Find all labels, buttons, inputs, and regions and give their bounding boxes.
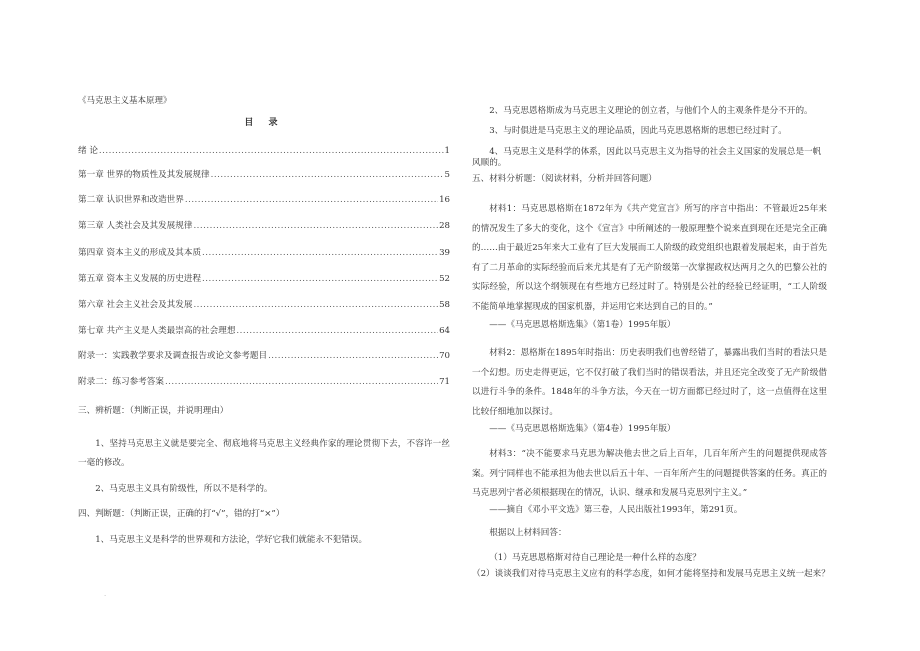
toc-entry [78,351,450,362]
toc-leader-dots [99,146,444,157]
toc-entry-page: 58 [439,300,450,310]
book-title: 《马克思主义基本原理》 [78,96,172,106]
toc-entry-page: 5 [444,170,450,180]
toc-entry [78,326,450,337]
question-item: 3、与时俱进是马克思主义的理论品质，因此马克思恩格斯的思想已经过时了。 [489,126,787,136]
toc-entry [78,221,450,232]
material-1-source: ——《马克思恩格斯选集》（第1卷）1995年版） [489,320,676,330]
toc-entry-page: 39 [439,248,450,258]
toc-leader-dots [193,300,438,311]
scan-speck: · [104,592,107,600]
section-3-heading: 三、辨析题：（判断正误，并说明理由） [78,406,229,416]
toc-entry-label: 第二章 认识世界和改造世界 [78,195,184,205]
question-item: 2、马克思恩格斯成为马克思主义理论的创立者，与他们个人的主观条件是分不开的。 [489,106,813,116]
toc-entry-label: 第六章 社会主义社会及其发展 [78,300,193,310]
question-item: （1）马克思恩格斯对待自己理论是一种什么样的态度？ [489,553,701,563]
toc-entry-page: 28 [439,221,450,231]
toc-entry-page: 52 [439,274,450,284]
answer-prompt: 根据以上材料回答： [489,528,567,538]
toc-leader-dots [165,377,438,388]
question-item: 4、马克思主义是科学的体系，因此以马克思主义为指导的社会主义国家的发展总是一帆风顺的。 [472,147,822,168]
toc-entry-page: 70 [439,351,450,361]
material-2: 材料2：恩格斯在1895年时指出：历史表明我们也曾经错了，暴露出我们当时的看法只是一个幻想。历史走得更远，它不仅打破了我们当时的错误看法，并且还完全改变了无产阶级借以进行斗争的条件。1848年的斗争方法，今天在一切方面都已经过时了，这一点值得在这里比较仔细地加以探讨。 [472,348,827,417]
toc-entry [78,300,450,311]
toc-entry [78,146,450,157]
question-item: 1、坚持马克思主义就是要完全、彻底地将马克思主义经典作家的理论贯彻下去，不容许一丝一毫的修改。 [78,439,450,468]
toc-leader-dots [185,195,438,206]
toc-leader-dots [202,274,438,285]
toc-entry-label: 第四章 资本主义的形成及其本质 [78,248,202,258]
section-4-heading: 四、判断题：（判断正误，正确的打“√”，错的打“×”） [78,509,285,519]
toc-entry-label: 附录二：练习参考答案 [78,377,164,387]
toc-leader-dots [268,351,438,362]
toc-entry-label: 第五章 资本主义发展的历史进程 [78,274,202,284]
toc-entry [78,248,450,259]
toc-leader-dots [211,170,444,181]
toc-entry-page: 71 [439,377,450,387]
material-1: 材料1：马克思恩格斯在1872年为《共产党宣言》所写的序言中指出：不管最近25年来的情况发生了多大的变化，这个《宣言》中所阐述的一般原理整个说来直到现在还是完全正确的……由于最近25年来大工业有了巨大发展而工人阶级的政党组织也跟着发展起来，由于首先有了二月革命的实际经验而后来尤其是有了无产阶级第一次掌握政权达两月之久的巴黎公社的实际经验，所以这个纲领现在有些地方已经过时了。特别是公社的经验已经证明，“工人阶级不能简单地掌握现成的国家机器，并运用它来达到自己的目的。” [472,204,827,312]
question-item: （2）谈谈我们对待马克思主义应有的科学态度，如何才能将坚持和发展马克思主义统一起来？ [472,569,830,579]
toc-entry [78,170,450,181]
material-3-source: ——摘自《邓小平文选》第三卷，人民出版社1993年，第291页。 [489,505,743,515]
material-3: 材料3：“决不能要求马克思为解决他去世之后上百年，几百年所产生的问题提供现成答案。列宁同样也不能承担为他去世以后五十年、一百年所产生的问题提供答案的任务。真正的马克思列宁者必须根据现在的情况，认识、继承和发展马克思列宁主义。” [472,449,827,498]
toc-entry [78,274,450,285]
toc-entry-label: 绪 论 [78,146,98,156]
toc-entry-page: 1 [444,146,450,156]
toc-heading: 目 录 [244,118,284,128]
toc-entry-label: 第一章 世界的物质性及其发展规律 [78,170,210,180]
toc-leader-dots [193,221,438,232]
toc-leader-dots [202,248,438,259]
toc-leader-dots [236,326,438,337]
toc-entry-label: 第七章 共产主义是人类最崇高的社会理想 [78,326,236,336]
toc-entry [78,195,450,206]
toc-entry-page: 64 [439,326,450,336]
toc-entry-label: 第三章 人类社会及其发展规律 [78,221,193,231]
section-5-heading: 五、材料分析题：（阅读材料，分析并回答问题） [472,174,657,184]
question-item: 1、马克思主义是科学的世界观和方法论，学好它我们就能永不犯错误。 [95,535,368,545]
question-item: 2、马克思主义具有阶级性，所以不是科学的。 [95,484,273,494]
material-2-source: ——《马克思恩格斯选集》（第4卷）1995年版） [489,424,676,434]
toc-entry-label: 附录一：实践教学要求及调查报告或论文参考题目 [78,351,268,361]
toc-entry [78,377,450,388]
toc-entry-page: 16 [439,195,450,205]
